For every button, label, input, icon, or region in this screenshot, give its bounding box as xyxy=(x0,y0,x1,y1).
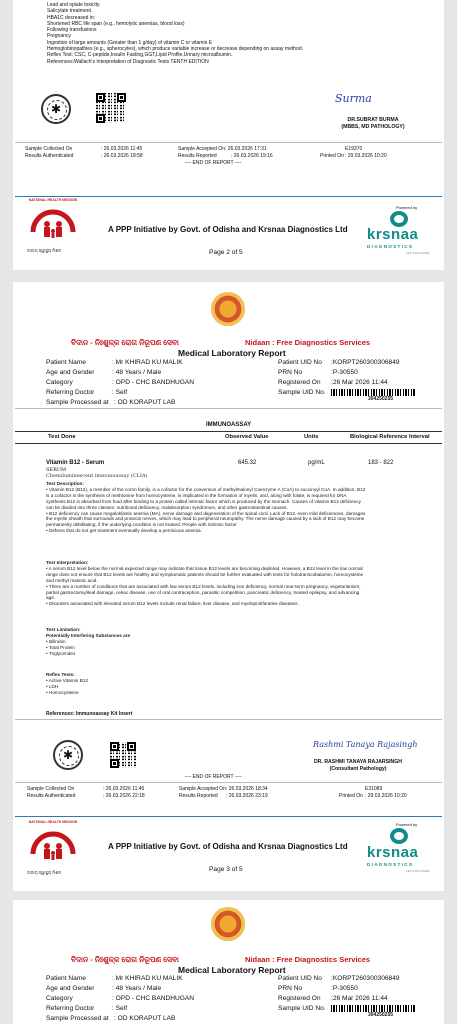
krsnaa-tagline: LET'S DO MORE xyxy=(406,251,430,255)
test-units: pg/mL xyxy=(308,460,325,466)
description-line: is a cofactor in the synthesis of methionine from homocysteine, is implicated in the formation of myelin, and, along with folate, is required for DNA xyxy=(46,492,347,498)
processed-at-label: Sample Processed at xyxy=(46,399,109,406)
nhm-arc-text: NATIONAL HEALTH MISSION xyxy=(28,198,78,202)
sample-accepted-label: Sample Accepted On xyxy=(178,146,225,152)
description-line: • Defects that do not get treatment eventually develop a pernicious anemia. xyxy=(46,528,202,534)
prn-value: :P-30550 xyxy=(331,985,358,992)
reflex-item: • Homocysteine xyxy=(46,689,79,695)
sample-uid-label: Sample UID No. xyxy=(278,389,326,396)
interpretation-line: age. xyxy=(46,595,56,601)
nidaan-title: Nidaan : Free Diagnostics Services xyxy=(245,955,371,964)
patient-uid-value: :KORPT260300306849 xyxy=(331,359,400,366)
results-reported-label: Results Reported xyxy=(178,153,217,159)
krsnaa-diagnostics: DIAGNOSTICS xyxy=(367,244,414,249)
doctor-signature: Rashmi Tanaya Rajasingh xyxy=(313,740,418,749)
processed-at-value: : OD KORAPUT LAB xyxy=(114,399,176,406)
page-number: Page 2 of 5 xyxy=(209,249,243,256)
printed-label: Printed On xyxy=(339,793,363,799)
referring-doctor-label: Referring Doctor xyxy=(46,389,95,396)
nhm-arc-text: NATIONAL HEALTH MISSION xyxy=(28,820,78,824)
col-reference-interval: Biological Reference Interval xyxy=(350,434,430,440)
results-reported-label: Results Reported xyxy=(179,793,218,799)
doctor-qualification: (MBBS, MD PATHOLOGY) xyxy=(341,124,405,130)
patient-name-value: : Mr KHIRAD KU MALIK xyxy=(112,975,183,982)
divider xyxy=(15,196,442,197)
note-line: Lead and opiate toxicity. xyxy=(47,2,101,8)
page-number: Page 3 of 5 xyxy=(209,866,243,873)
prn-value: :P-30550 xyxy=(331,369,358,376)
report-title: Medical Laboratory Report xyxy=(178,348,286,358)
interpretation-heading: Test Interpretation: xyxy=(46,560,89,565)
col-test-done: Test Done xyxy=(48,434,76,440)
krsnaa-logo-icon xyxy=(390,828,408,844)
sample-collected-label: Sample Collected On xyxy=(25,146,73,152)
sample-accepted-value: : 26.03.2026 18:34 xyxy=(226,786,268,792)
referring-doctor-value: : Self xyxy=(112,389,128,396)
results-auth-label: Results Authenticated xyxy=(27,793,76,799)
patient-uid-label: Patient UID No xyxy=(278,975,322,982)
report-page-4 xyxy=(13,900,444,1024)
patient-name-label: Patient Name xyxy=(46,359,86,366)
doctor-qualification: (Consultant Pathology) xyxy=(329,766,387,772)
sample-collected-label: Sample Collected On xyxy=(27,786,75,792)
end-of-report: ---- END OF REPORT ---- xyxy=(184,160,242,166)
results-auth-label: Results Authenticated xyxy=(25,153,74,159)
reflex-item: • LDH xyxy=(46,683,59,689)
note-line: Reflex Test: CSC, C-peptide,Insulin Fasting,GGT,Lipid Profile,Urinary microalbumin. xyxy=(47,52,233,59)
powered-by-text: Powered by xyxy=(396,205,418,210)
nhm-logo-icon xyxy=(27,204,79,250)
limitation-item: • Triglycerides xyxy=(46,650,76,656)
category-value: : OPD - CHC BANDHUGAN xyxy=(112,995,195,1002)
description-heading: Test Description: xyxy=(46,481,84,486)
sample-uid-label: Sample UID No. xyxy=(278,1005,326,1012)
referring-doctor-value: : Self xyxy=(112,1005,128,1012)
note-line: Hemoglobinopathies (e.g., spherocytes), which produce variable increase or decrease depending on assay method. xyxy=(47,46,303,53)
test-range: 183 - 822 xyxy=(368,460,394,466)
report-code: E19370 xyxy=(345,146,363,152)
report-title: Medical Laboratory Report xyxy=(178,965,286,975)
qr-code-icon xyxy=(110,742,136,768)
hba1c-notes xyxy=(47,2,437,65)
krsnaa-tagline: LET'S DO MORE xyxy=(406,869,430,873)
patient-name-label: Patient Name xyxy=(46,975,86,982)
printed-value: : 29.03.2026 10:20 xyxy=(365,793,407,799)
note-line: HBA1C decreased in: xyxy=(47,14,96,21)
note-line: Salicylate treatment. xyxy=(47,8,93,15)
results-auth-value: : 26.03.2026 22:18 xyxy=(103,793,145,799)
krsnaa-wordmark: krsnaa xyxy=(367,844,419,861)
odisha-emblem-icon xyxy=(211,907,245,941)
report-page-3 xyxy=(13,282,444,891)
note-line: Shortened RBC life span (e.g., hemolytic anemias, blood loss) xyxy=(47,20,185,27)
registered-on-value: :26 Mar 2026 11:44 xyxy=(331,379,388,386)
sample-uid-value: 304250255 xyxy=(368,1012,394,1018)
interpretation-line: • Disorders associated with elevated serum B12 levels include renal failure, liver disease, and myeloproliferative diseases. xyxy=(46,601,299,607)
nhm-odia-text: ଜାତୀୟ ସ୍ୱାସ୍ଥ୍ୟ ମିଶନ xyxy=(27,248,62,253)
limitation-item: • Total Protein xyxy=(46,644,75,650)
processed-at-label: Sample Processed at xyxy=(46,1015,109,1022)
description-line: permanently debilitating, if the underlying condition is not treated. People with intrinsic factor xyxy=(46,522,237,528)
divider xyxy=(15,408,442,409)
results-auth-value: : 26.03.2026 18:58 xyxy=(101,153,143,159)
description-line: can be divided into three classes: nutritional deficiency, malabsorption syndromes, and other gastrointestinal causes. xyxy=(46,504,288,510)
note-line: References:Wallach's Interpretation of Diagnostic Tests TENTH EDITION xyxy=(47,58,209,65)
limitation-heading: Test Limitation: xyxy=(46,627,81,632)
age-gender-label: Age and Gender xyxy=(46,985,95,992)
patient-uid-value: :KORPT260300306849 xyxy=(331,975,400,982)
age-gender-value: : 48 Years / Male xyxy=(112,369,162,376)
report-code: E31089 xyxy=(365,786,383,792)
age-gender-value: : 48 Years / Male xyxy=(112,985,162,992)
prn-label: PRN No xyxy=(278,985,303,992)
end-of-report: ---- END OF REPORT ---- xyxy=(184,774,242,780)
interpretation-line: and methyl malonic acid. xyxy=(46,577,98,583)
krsnaa-logo-icon xyxy=(390,211,408,227)
test-limitation xyxy=(46,627,438,657)
col-observed-value: Observed Value xyxy=(225,434,269,440)
test-interpretation xyxy=(46,560,438,607)
note-line: Following transfusions xyxy=(47,27,97,34)
printed-value: : 29.03.2026 10:20 xyxy=(345,153,387,159)
interpretation-line: • A serum B12 level below the normal expected range may indicate that tissue B12 levels are becoming depleted. However, a B12 level in the low normal xyxy=(46,565,363,571)
divider xyxy=(15,782,442,783)
description-line: • B12 deficiency can cause megaloblastic anemia (MA), nerve damage and degeneration of the spinal cord. Lack of B12, even mild deficiencies, damages xyxy=(46,510,366,516)
registered-on-label: Registered On xyxy=(278,379,321,386)
processed-at-value: : OD KORAPUT LAB xyxy=(114,1015,176,1022)
interpretation-line: partial gastrectomy/ileal damage, celiac disease, use of oral contraception, parasitic competition, pancreatic deficiency, treated epilepsy, and advancing xyxy=(46,589,360,595)
krsnaa-wordmark: krsnaa xyxy=(367,226,419,243)
interpretation-line: • There are a number of conditions that are associated with low serum B12 levels, including iron deficiency, normal near-term pregnancy, vegetarianism, xyxy=(46,583,361,589)
odia-title: ବିଦାନ - ନିଃଶୁଳ୍କ ରୋଗ ନିରୂପଣ ସେବା xyxy=(71,955,179,964)
qr-code-icon xyxy=(96,93,126,123)
sample-accepted-value: : 26.03.2026 17:31 xyxy=(225,146,267,152)
divider xyxy=(15,431,442,432)
note-line: Pregnancy xyxy=(47,33,71,40)
sample-collected-value: : 26.03.2026 11:45 xyxy=(103,786,145,792)
test-method: Chemiluminescent immunoassay (CLIA) xyxy=(46,473,148,479)
referring-doctor-label: Referring Doctor xyxy=(46,1005,95,1012)
sample-accepted-label: Sample Accepted On xyxy=(179,786,226,792)
sample-uid-value: 304250255 xyxy=(368,396,394,402)
sample-barcode-icon xyxy=(331,389,416,396)
section-title: IMMUNOASSAY xyxy=(206,422,252,428)
powered-by-text: Powered by xyxy=(396,822,418,827)
category-value: : OPD - CHC BANDHUGAN xyxy=(112,379,195,386)
odia-title: ବିଦାନ - ନିଃଶୁଳ୍କ ରୋଗ ନିରୂପଣ ସେବା xyxy=(71,338,179,347)
nhm-odia-text: ଜାତୀୟ ସ୍ୱାସ୍ଥ୍ୟ ମିଶନ xyxy=(27,870,62,875)
interpretation-line: range does not ensure that B12 levels are healthy and symptomatic patients should be further evaluated with tests for holotranscobalamin, homocysteine xyxy=(46,571,364,577)
col-units: Units xyxy=(304,434,319,440)
krsnaa-diagnostics: DIAGNOSTICS xyxy=(367,862,414,867)
doctor-name: DR. RASHMI TANAYA RAJARSINGH xyxy=(313,759,403,765)
category-label: Category xyxy=(46,995,73,1002)
ppp-initiative-text: A PPP Initiative by Govt. of Odisha and Krsnaa Diagnostics Ltd xyxy=(108,225,348,234)
report-page-2 xyxy=(13,0,444,270)
ppp-initiative-text: A PPP Initiative by Govt. of Odisha and Krsnaa Diagnostics Ltd xyxy=(108,842,348,851)
divider xyxy=(15,719,442,720)
sample-barcode-icon xyxy=(331,1005,416,1012)
limitation-item: • Bilirubin xyxy=(46,638,66,644)
note-line: Ingestion of large amounts (Greater than 1 g/day) of vitamin C or vitamin E xyxy=(47,39,213,46)
test-value: 645.32 xyxy=(238,460,257,466)
limitation-subheading: Potentially Interfering Substances are xyxy=(46,632,131,638)
nidaan-title: Nidaan : Free Diagnostics Services xyxy=(245,338,371,347)
description-line: the myelin sheath that surrounds and protects nerves, which may lead to peripheral neuropathy. The nerve damage caused by a lack of B12 may become xyxy=(46,516,365,522)
divider xyxy=(15,142,442,143)
reflex-heading: Reflex Tests: xyxy=(46,672,75,677)
references-text: References: Immunoassay Kit Insert xyxy=(46,711,133,717)
results-reported-value: : 26.03.2026 19:16 xyxy=(231,153,273,159)
patient-name-value: : Mr KHIRAD KU MALIK xyxy=(112,359,183,366)
category-label: Category xyxy=(46,379,73,386)
test-name: Vitamin B12 - Serum xyxy=(46,460,105,466)
lab-seal-icon xyxy=(41,94,71,124)
odisha-emblem-icon xyxy=(211,292,245,326)
description-line: • Vitamin B12 (B12), a member of the corrin family, is a cofactor for the conversion of methylmalonyl Coenzyme A (CoA) to succinoyl CoA. In addition, B12 xyxy=(46,486,366,492)
patient-uid-label: Patient UID No xyxy=(278,359,322,366)
sample-collected-value: : 26.03.2026 11:45 xyxy=(101,146,143,152)
doctor-name: DR.SUBRAT BURMA xyxy=(347,117,399,123)
test-description xyxy=(46,481,438,534)
printed-label: Printed On xyxy=(320,153,344,159)
reflex-tests xyxy=(46,672,438,696)
lab-seal-icon xyxy=(53,740,83,770)
description-line: synthesis.B12 is absorbed from food after binding to a protein called intrinsic factor which is produced by the stomach. Causes of vitamin B12 deficiency xyxy=(46,498,362,504)
nhm-logo-icon xyxy=(27,826,79,872)
age-gender-label: Age and Gender xyxy=(46,369,95,376)
prn-label: PRN No xyxy=(278,369,303,376)
results-reported-value: : 26.03.2026 23:19 xyxy=(226,793,268,799)
reflex-item: • Active Vitamin B12 xyxy=(46,677,88,683)
divider xyxy=(15,443,442,444)
registered-on-value: :26 Mar 2026 11:44 xyxy=(331,995,388,1002)
divider xyxy=(15,816,442,817)
registered-on-label: Registered On xyxy=(278,995,321,1002)
doctor-signature: Surma xyxy=(335,92,372,105)
test-specimen: SERUM xyxy=(46,467,67,473)
